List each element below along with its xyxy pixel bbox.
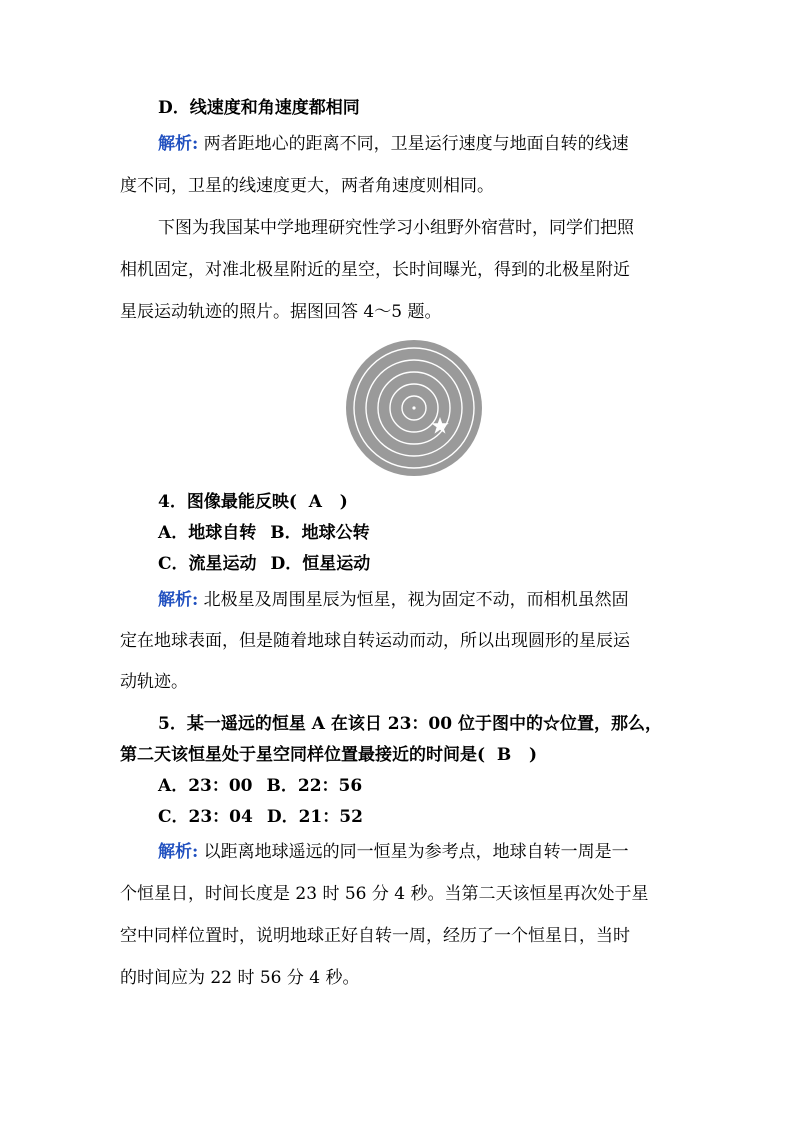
analysis-label: 解析:: [158, 134, 199, 154]
q3-analysis-line-2: 度不同，卫星的线速度更大，两者角速度则相同。: [120, 176, 494, 196]
analysis-text: 北极星及周围星辰为恒星，视为固定不动，而相机虽然固: [198, 590, 629, 610]
q4-analysis-line-1: [158, 588, 680, 612]
q4-options-cd: [158, 552, 680, 576]
q5-analysis-line-1: [158, 840, 680, 864]
analysis-label: 解析:: [158, 842, 199, 862]
q5-option-b: B．22：56: [266, 776, 363, 796]
intro-line-1: 下图为我国某中学地理研究性学习小组野外宿营时，同学们把照: [158, 218, 634, 238]
q4-option-c: C．流星运动: [158, 554, 257, 574]
intro-line-3: 星辰运动轨迹的照片。据图回答 4～5 题。: [120, 302, 442, 322]
q5-analysis-line-2: 个恒星日，时间长度是 23 时 56 分 4 秒。当第二天该恒星再次处于星: [120, 884, 649, 904]
q4-stem-text: 4．图像最能反映(: [158, 492, 297, 512]
q5-answer: B: [496, 745, 512, 765]
intro-line-2: 相机固定，对准北极星附近的星空，长时间曝光，得到的北极星附近: [120, 260, 630, 280]
q4-answer: A: [308, 492, 322, 512]
star-trail-figure: [346, 340, 482, 476]
q5-stem-line-1: 5．某一遥远的恒星 A 在该日 23：00 位于图中的☆位置，那么，: [158, 714, 663, 734]
q5-stem-line-2: [120, 743, 680, 767]
analysis-label: 解析:: [158, 590, 199, 610]
q5-option-c: C．23：04: [158, 807, 253, 827]
q5-option-a: A．23：00: [158, 776, 253, 796]
q4-stem: [158, 490, 680, 514]
polaris-dot: [412, 406, 415, 409]
q4-stem-close: ): [339, 492, 348, 512]
q4-analysis-line-3: 动轨迹。: [120, 672, 188, 692]
q5-options-cd: [158, 805, 680, 829]
q5-analysis-line-4: 的时间应为 22 时 56 分 4 秒。: [120, 968, 360, 988]
q4-option-a: A．地球自转: [158, 523, 257, 543]
q5-options-ab: [158, 774, 680, 798]
q3-option-d: D．线速度和角速度都相同: [158, 98, 360, 118]
analysis-text: 以距离地球遥远的同一恒星为参考点，地球自转一周是一: [198, 842, 629, 862]
q3-analysis-line-1: [158, 132, 680, 156]
q5-analysis-line-3: 空中同样位置时，说明地球正好自转一周，经历了一个恒星日，当时: [120, 926, 630, 946]
q5-option-d: D．21：52: [266, 807, 363, 827]
q4-option-d: D．恒星运动: [270, 554, 371, 574]
q4-analysis-line-2: 定在地球表面，但是随着地球自转运动而动，所以出现圆形的星辰运: [120, 631, 630, 651]
q4-options-ab: [158, 521, 680, 545]
analysis-text: 两者距地心的距离不同，卫星运行速度与地面自转的线速: [198, 134, 629, 154]
q4-option-b: B．地球公转: [270, 523, 370, 543]
q5-stem-text: 第二天该恒星处于星空同样位置最接近的时间是(: [120, 745, 486, 765]
q5-stem-close: ): [529, 745, 538, 765]
